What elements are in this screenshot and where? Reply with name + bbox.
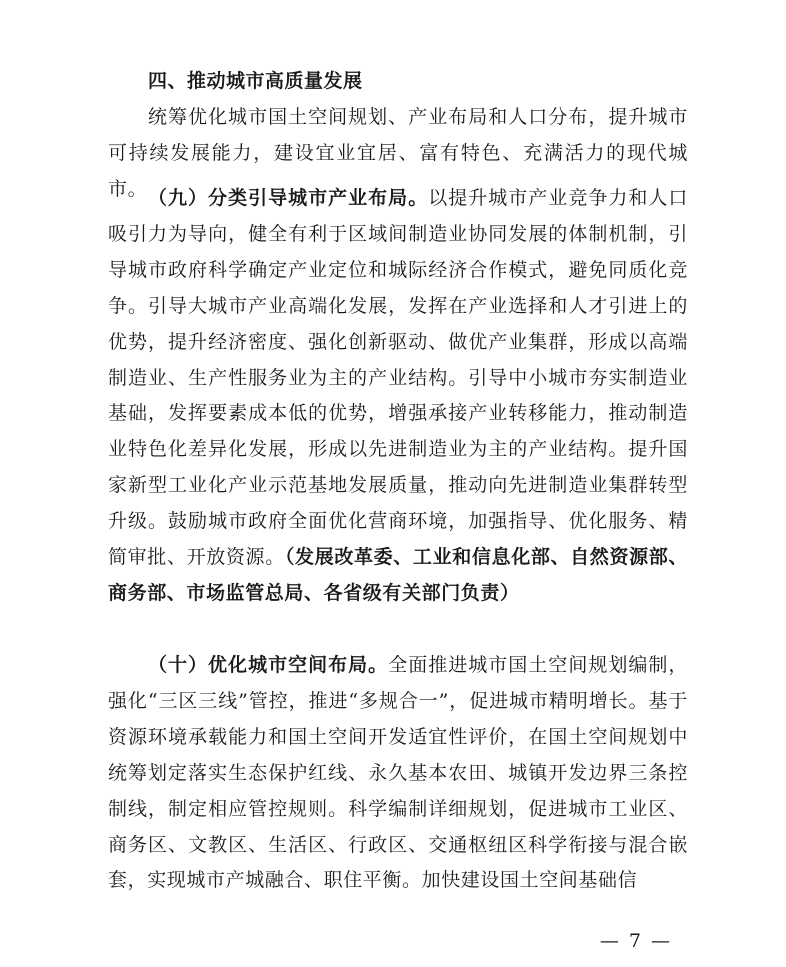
item-9-title: （九）分类引导城市产业布局。 bbox=[148, 187, 429, 209]
item-9-paragraph bbox=[108, 181, 688, 612]
page-number: — 7 — bbox=[599, 930, 672, 952]
item-9-body: 以提升城市产业竞争力和人口吸引力为导向，健全有利于区域间制造业协同发展的体制机制，引导城市政府科学确定产业定位和城际经济合作模式，避免同质化竞争。引导大城市产业高端化发展，发挥在产业选择和人才引进上的优势，提升经济密度、强化创新驱动、做优产业集群，形成以高端制造业、生产性服务业为主的产业结构。引导中小城市夯实制造业基础，发挥要素成本低的优势，增强承接产业转移能力，推动制造业特色化差异化发展，形成以先进制造业为主的产业结构。提升国家新型工业化产业示范基地发展质量，推动向先进制造业集群转型升级。鼓励城市政府全面优化营商环境，加强指导、优化服务、精简审批、开放资源。 bbox=[108, 187, 688, 569]
section-heading: 四、推动城市高质量发展 bbox=[148, 70, 363, 92]
item-10-paragraph bbox=[108, 648, 688, 899]
intro-text: 统筹优化城市国土空间规划、产业布局和人口分布，提升城市可持续发展能力，建设宜业宜居、富有特色、充满活力的现代城市。 bbox=[108, 106, 688, 200]
item-10-body: 全面推进城市国土空间规划编制，强化“三区三线”管控，推进“多规合一”，促进城市精明增长。基于资源环境承载能力和国土空间开发适宜性评价，在国土空间规划中统筹划定落实生态保护红线、永久基本农田、城镇开发边界三条控制线，制定相应管控规则。科学编制详细规划，促进城市工业区、商务区、文教区、生活区、行政区、交通枢纽区科学衔接与混合嵌套，实现城市产城融合、职住平衡。加快建设国土空间基础信 bbox=[108, 654, 688, 892]
item-10-title: （十）优化城市空间布局。 bbox=[148, 654, 389, 676]
item-9-responsibility: （发展改革委、工业和信息化部、自然资源部、商务部、市场监管总局、各省级有关部门负责） bbox=[108, 546, 688, 604]
